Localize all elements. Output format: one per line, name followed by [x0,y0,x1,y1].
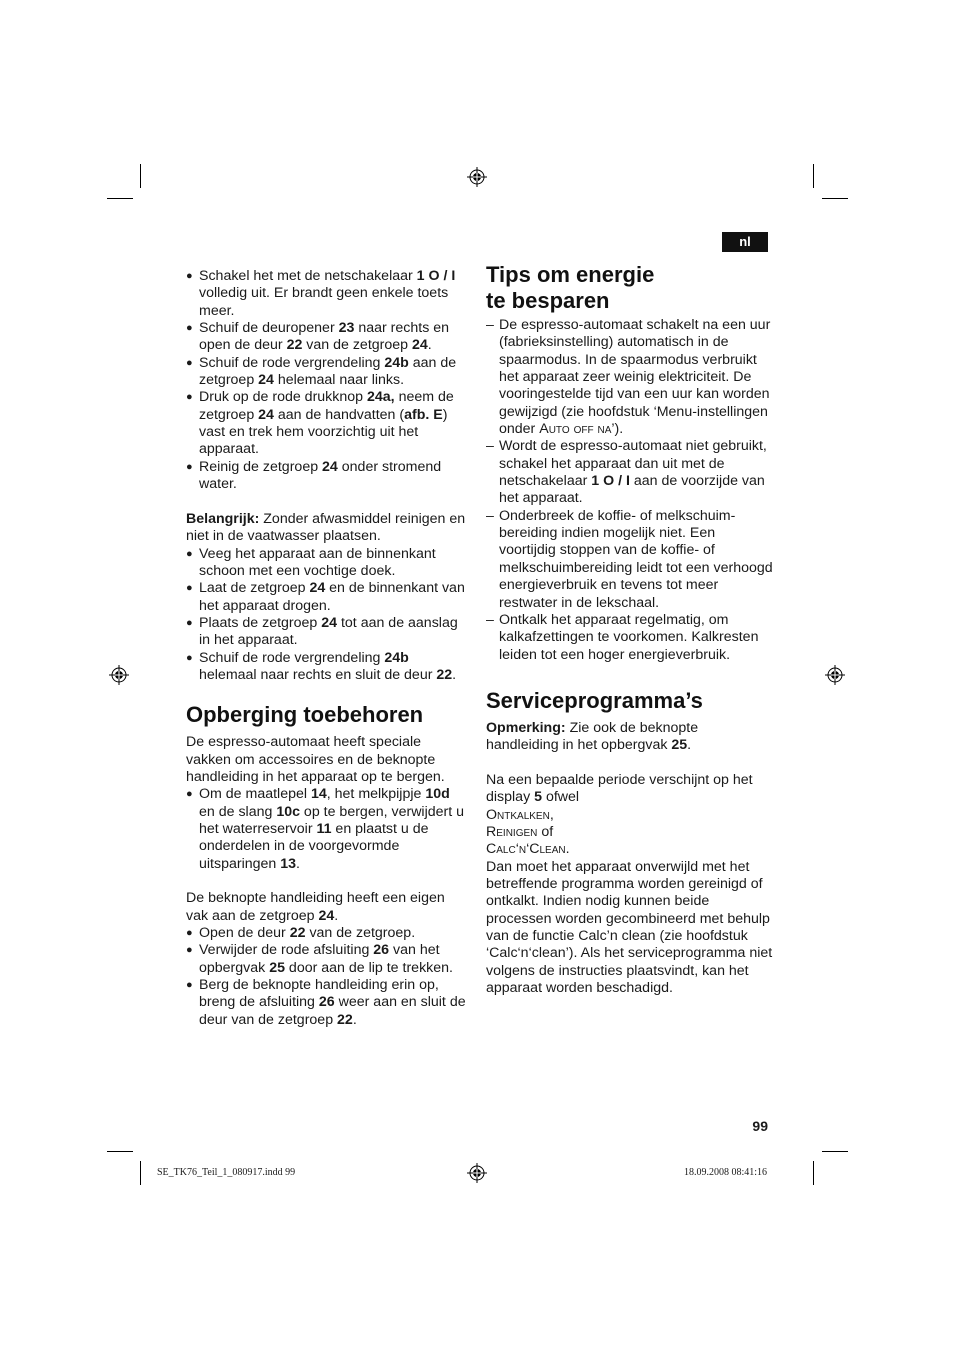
right-column [486,262,774,997]
list-item: – De espresso-automaat schakelt na een uur (fabrieksinstelling) automatisch in de spaarmodus. In de spaarmodus verbruikt het apparaat zeer weinig elektriciteit. De vooringestelde tijd van een uur kan worden gewijzigd (zie hoofdstuk ‘Menu-instellingen onder Auto off na’). [486,317,774,438]
list-item: ● Om de maatlepel 14, het melkpijpje 10d en de slang 10c op te bergen, verwijdert u het waterreservoir 11 en plaatst u de onderdelen in de voorgevormde uitsparingen 13. [186,786,468,873]
intro-bullet-list [186,268,468,493]
service-note: Opmerking: Zie ook de beknopte handleiding in het opbergvak 25. [486,719,699,754]
manual-bullet-list [186,925,468,1029]
registration-mark-icon [825,665,845,685]
list-item: ● Schuif de deuropener 23 naar rechts en open de deur 22 van de zetgroep 24. [186,320,468,355]
registration-mark-icon [467,167,487,187]
bold-text: 22 [337,1011,353,1028]
bold-text: 22 [436,666,453,683]
bold-text: Opmerking: [486,719,566,736]
crop-mark [107,198,133,199]
tips-heading [486,262,774,314]
list-item: – Wordt de espresso-automaat niet gebruikt, schakel het apparaat dan uit met de netschakelaar 1 O / I aan de voorzijde van het apparaat. [486,438,774,507]
footer-date: 18.09.2008 08:41:16 [684,1167,768,1178]
list-item: ● Schuif de rode vergrendeling 24b aan de zetgroep 24 helemaal naar links. [186,355,468,390]
small-caps-text: Calc‘n‘Clean [486,841,566,858]
list-item: – Ontkalk het apparaat regelmatig, om kalkafzettingen te voorkomen. Kalkresten leiden tot een hoger energieverbruik. [486,612,774,664]
list-item: ● Veeg het apparaat aan de binnenkant schoon met een vochtige doek. [186,546,468,581]
small-caps-text: Auto off na [539,421,612,438]
list-item: – Onderbreek de koffie- of melkschuim-bereiding indien mogelijk niet. Een voortijdig stoppen van de koffie- of melkschuimbereiding leidt tot een verhoogd energieverbruik en tevens tot meer restwater in de lekschaal. [486,508,774,612]
registration-mark-icon [467,1163,487,1183]
service-body: Dan moet het apparaat onverwijld met het betreffende programma worden gereinigd of ontkalkt. Indien nodig kunnen beide processen worden gecombineerd met behulp van de functie Calc’n clean (zie hoofdstuk ‘Calc‘n‘clean’). Als het serviceprogramma niet volgens de instructies plaatsvindt, kan het apparaat worden beschadigd. [486,858,773,997]
bold-text: 25 [269,959,285,976]
list-item: ● Druk op de rode drukknop 24a, neem de zetgroep 24 aan de handvatten (afb. E) vast en trek hem voorzichtig uit het apparaat. [186,389,468,458]
list-item: ● Open de deur 22 van de zetgroep. [186,925,468,942]
bold-text: 24 [318,907,335,924]
bold-text: 24 [309,580,326,597]
small-caps-text: Ontkalken [486,806,550,823]
bold-text: 24a, [367,389,395,406]
bold-text: afb. E [404,406,443,423]
service-display-text: Na een bepaalde periode verschijnt op het display 5 ofwel [486,771,753,806]
crop-mark [140,1161,141,1185]
list-item: ● Reinig de zetgroep 24 onder stromend water. [186,459,468,494]
bold-text: 24 [258,372,274,389]
list-item: ● Plaats de zetgroep 24 tot aan de aanslag in het apparaat. [186,615,468,650]
storage-intro: De espresso-automaat heeft speciale vakken om accessoires en de beknopte handleiding in het apparaat op te bergen. [186,734,445,785]
crop-mark [813,164,814,188]
page-number: 99 [752,1118,768,1134]
bold-text: 26 [373,942,390,959]
manual-intro: De beknopte handleiding heeft een eigen vak aan de zetgroep 24. [186,890,445,924]
bold-text: 10c [276,803,300,820]
bold-text: 24 [322,458,338,475]
crop-mark [822,198,848,199]
footer-file: SE_TK76_Teil_1_080917.indd 99 [157,1167,296,1178]
storage-heading: Opberging toebehoren [186,702,424,728]
bold-text: 1 O / I [416,268,456,284]
important-note: Belangrijk: Zonder afwasmiddel reinigen en niet in de vaatwasser plaatsen. [186,510,466,545]
bold-text: 14 [310,786,327,803]
bold-text: 10d [425,786,450,803]
tips-heading-line: te besparen [486,288,610,313]
list-item: ● Laat de zetgroep 24 en de binnenkant van het apparaat drogen. [186,580,468,615]
service-option: Calc‘n‘Clean. [486,841,570,858]
service-heading: Serviceprogramma’s [486,687,703,713]
list-item: ● Verwijder de rode afsluiting 26 van het opbergvak 25 door aan de lip te trekken. [186,942,468,977]
service-option: Reinigen of [486,823,554,840]
tips-list [486,317,774,664]
bold-text: 26 [318,994,335,1011]
bold-text: 24b [384,354,409,371]
bold-text: 23 [338,320,355,337]
small-caps-text: Reinigen [486,823,538,840]
bold-text: 25 [671,737,688,754]
crop-mark [822,1151,848,1152]
important-bullet-list [186,546,468,685]
left-column [186,268,468,1029]
tips-heading-line: Tips om energie [486,262,655,287]
language-tab: nl [722,232,768,252]
registration-mark-icon [109,665,129,685]
service-option: Ontkalken, [486,806,554,823]
bold-text: 24b [384,649,409,666]
bold-text: 11 [316,820,332,837]
bold-text: 1 O / I [591,473,630,490]
bold-text: 22 [289,925,306,942]
crop-mark [107,1151,133,1152]
bold-text: 5 [534,789,542,806]
bold-text: 13 [280,855,297,872]
bold-text: Belangrijk: [186,510,260,527]
crop-mark [140,164,141,188]
bold-text: 24 [412,337,428,354]
list-item: ● Schakel het met de netschakelaar 1 O / I volledig uit. Er brandt geen enkele toets meer. [186,268,468,320]
crop-mark [813,1161,814,1185]
list-item: ● Berg de beknopte handleiding erin op, breng de afsluiting 26 weer aan en sluit de deur van de zetgroep 22. [186,977,468,1029]
bold-text: 24 [321,614,338,631]
bold-text: 24 [258,406,274,423]
list-item: ● Schuif de rode vergrendeling 24b helemaal naar rechts en sluit de deur 22. [186,650,468,685]
bold-text: 22 [286,337,303,354]
